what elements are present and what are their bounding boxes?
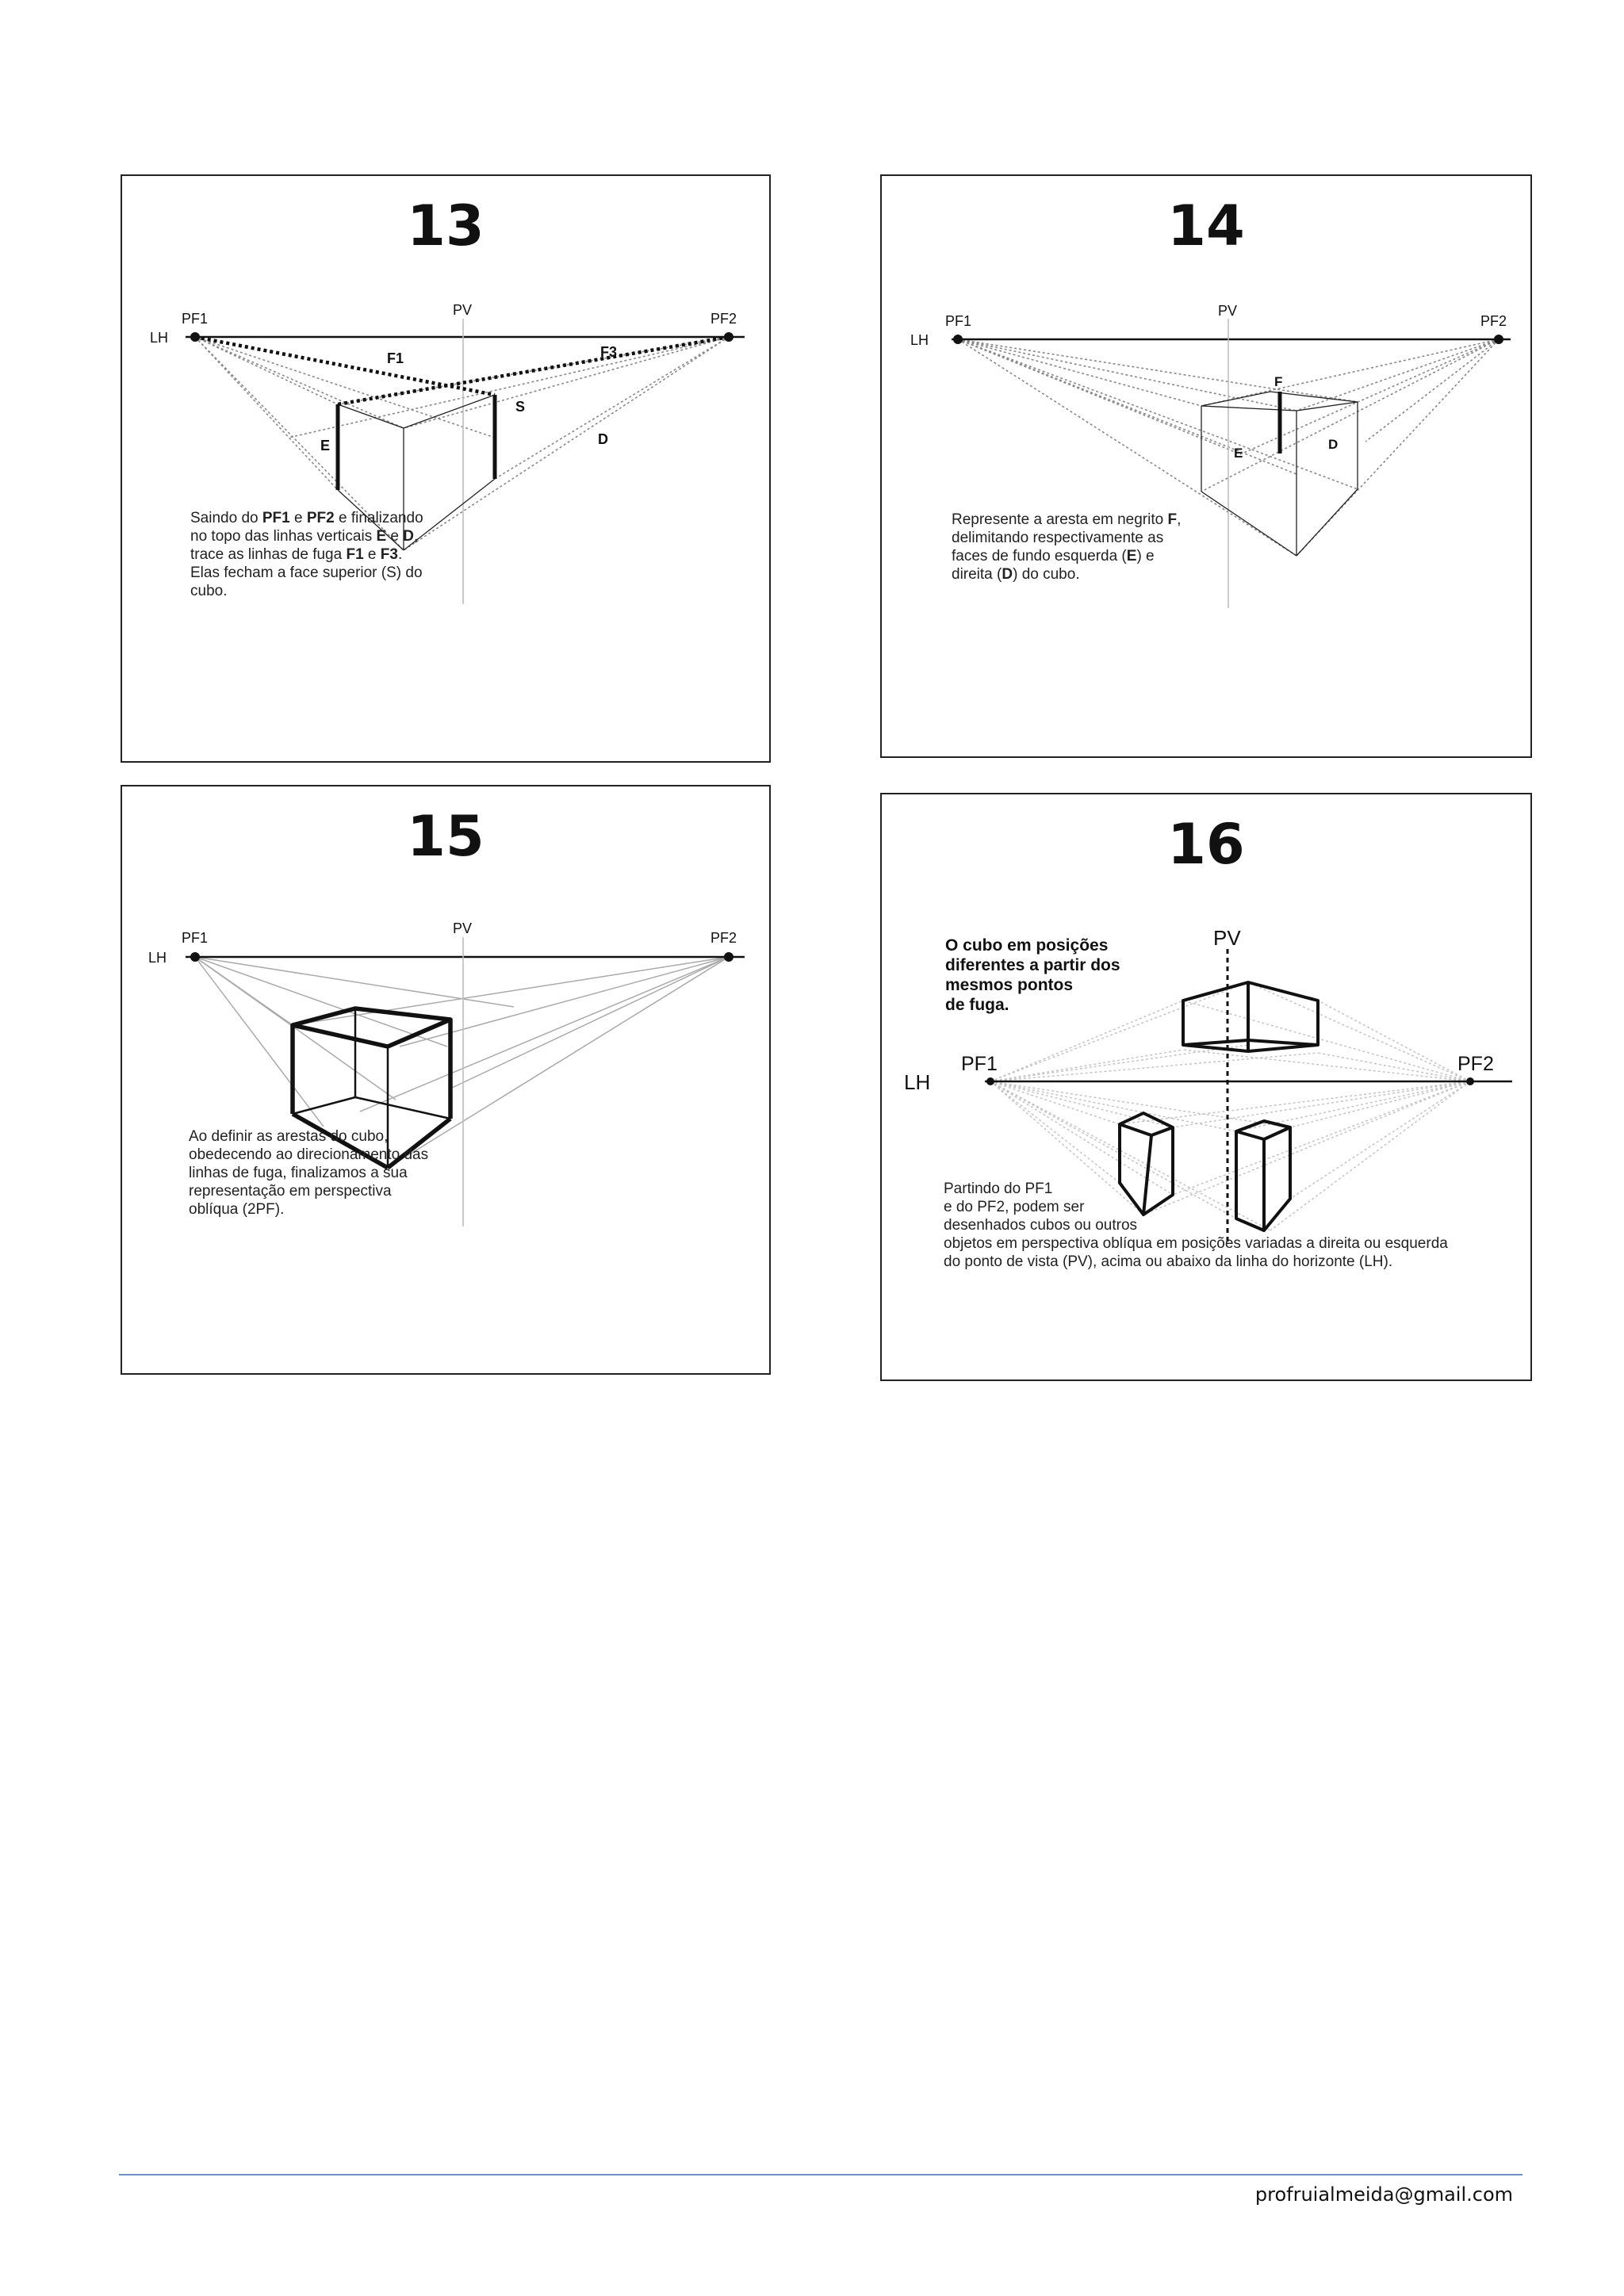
panel-13 xyxy=(121,174,771,763)
panel-caption: Ao definir as arestas do cubo, obedecendo ao direcionamento das linhas de fuga, finalizamos a sua representação em perspectiva oblíqua (2PF). xyxy=(189,1128,429,1218)
panel-number: 16 xyxy=(1167,812,1245,877)
label-f: F xyxy=(1274,374,1283,389)
label-pf1: PF1 xyxy=(961,1053,998,1075)
label-pf2: PF2 xyxy=(710,311,737,327)
label-lh: LH xyxy=(148,950,167,966)
panel-caption: Saindo do PF1 e PF2 e finalizando no topo das linhas verticais E e D, trace as linhas de fuga F1 e F3. Elas fecham a face superior (S) do cubo. xyxy=(190,510,423,599)
label-lh: LH xyxy=(910,332,929,348)
panel-14 xyxy=(880,174,1532,758)
label-f1: F1 xyxy=(387,350,404,366)
panel-16-diagram xyxy=(882,794,1530,1380)
label-lh: LH xyxy=(150,330,169,346)
label-d: D xyxy=(1328,437,1339,452)
panel-14-diagram xyxy=(882,176,1530,756)
label-pf1: PF1 xyxy=(945,313,972,329)
panel-13-diagram xyxy=(122,176,769,761)
label-f3: F3 xyxy=(600,344,618,360)
label-pf2: PF2 xyxy=(1457,1053,1494,1075)
panel-number: 13 xyxy=(407,193,485,258)
panel-caption: Represente a aresta em negrito F, delimitando respectivamente as faces de fundo esquerda (E) e direita (D) do cubo. xyxy=(952,511,1182,583)
panel-number: 14 xyxy=(1167,193,1245,258)
label-pv: PV xyxy=(453,920,473,936)
label-pf1: PF1 xyxy=(182,930,209,946)
panel-number: 15 xyxy=(407,804,485,869)
label-s: S xyxy=(515,399,526,415)
panel-15-diagram xyxy=(122,786,769,1373)
label-pv: PV xyxy=(1218,303,1238,319)
label-e: E xyxy=(1234,446,1243,461)
label-e: E xyxy=(320,438,331,453)
label-d: D xyxy=(598,431,608,447)
panel-16 xyxy=(880,793,1532,1381)
panel-caption: Partindo do PF1 e do PF2, podem ser desenhados cubos ou outros objetos em perspectiva oblíqua em posições variadas a direita ou esquerda do ponto de vista (PV), acima ou abaixo da linha do horizonte (LH). xyxy=(944,1181,1448,1270)
footer-email[interactable]: profruialmeida@gmail.com xyxy=(1254,2183,1513,2206)
panel-title: O cubo em posições diferentes a partir dos mesmos pontos de fuga. xyxy=(945,936,1120,1014)
label-pv: PV xyxy=(453,302,473,318)
label-pv: PV xyxy=(1213,926,1241,950)
panel-15 xyxy=(121,785,771,1375)
label-pf1: PF1 xyxy=(182,311,209,327)
footer-divider xyxy=(119,2174,1522,2175)
label-lh: LH xyxy=(904,1070,931,1094)
label-pf2: PF2 xyxy=(1480,313,1507,329)
label-pf2: PF2 xyxy=(710,930,737,946)
